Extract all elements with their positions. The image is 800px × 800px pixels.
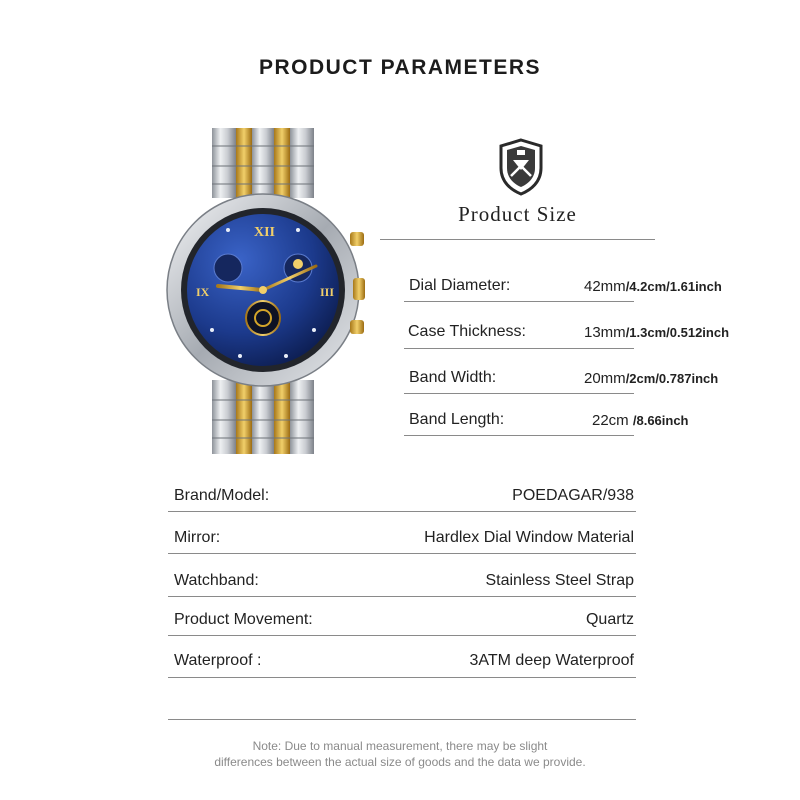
brand-model-label: Brand/Model:	[174, 487, 270, 504]
upper-band	[212, 128, 314, 198]
divider	[404, 301, 634, 302]
band-length-value: 22cm /8.66inch	[592, 412, 689, 429]
divider	[380, 239, 655, 240]
lower-band	[212, 380, 314, 454]
divider	[168, 635, 636, 636]
case-thickness-value: 13mm/1.3cm/0.512inch	[584, 324, 730, 341]
brand-model-value: POEDAGAR/938	[512, 487, 634, 504]
waterproof-label: Waterproof :	[174, 652, 262, 669]
waterproof-value: 3ATM deep Waterproof	[469, 652, 634, 669]
band-width-value: 20mm/2cm/0.787inch	[584, 370, 719, 387]
movement-value: Quartz	[585, 611, 634, 628]
divider	[168, 511, 636, 512]
case-thickness-label: Case Thickness:	[408, 323, 526, 340]
divider	[168, 719, 636, 720]
mirror-value: Hardlex Dial Window Material	[424, 529, 634, 546]
divider	[168, 553, 636, 554]
svg-text:XII: XII	[254, 225, 276, 240]
dial-diameter-value: 42mm/4.2cm/1.61inch	[584, 278, 722, 295]
divider	[168, 677, 636, 678]
dial-diameter-label: Dial Diameter:	[409, 277, 511, 294]
band-width-label: Band Width:	[409, 369, 497, 386]
note-line-1: Note: Due to manual measurement, there may be slight	[252, 739, 548, 753]
product-size-heading: Product Size	[458, 202, 577, 226]
page-title: PRODUCT PARAMETERS	[258, 56, 542, 79]
watch-product-image	[150, 118, 365, 463]
band-length-label: Band Length:	[409, 411, 505, 428]
divider	[404, 393, 634, 394]
mirror-label: Mirror:	[174, 529, 221, 546]
divider	[404, 348, 634, 349]
note-line-2: differences between the actual size of goods and the data we provide.	[214, 755, 586, 769]
movement-label: Product Movement:	[174, 611, 313, 628]
measurement-note	[0, 738, 800, 770]
brand-shield-logo	[497, 138, 545, 196]
svg-text:IX: IX	[196, 285, 210, 299]
watchband-label: Watchband:	[174, 572, 259, 589]
watchband-value: Stainless Steel Strap	[485, 572, 634, 589]
divider	[404, 435, 634, 436]
svg-text:III: III	[320, 285, 335, 299]
divider	[168, 596, 636, 597]
